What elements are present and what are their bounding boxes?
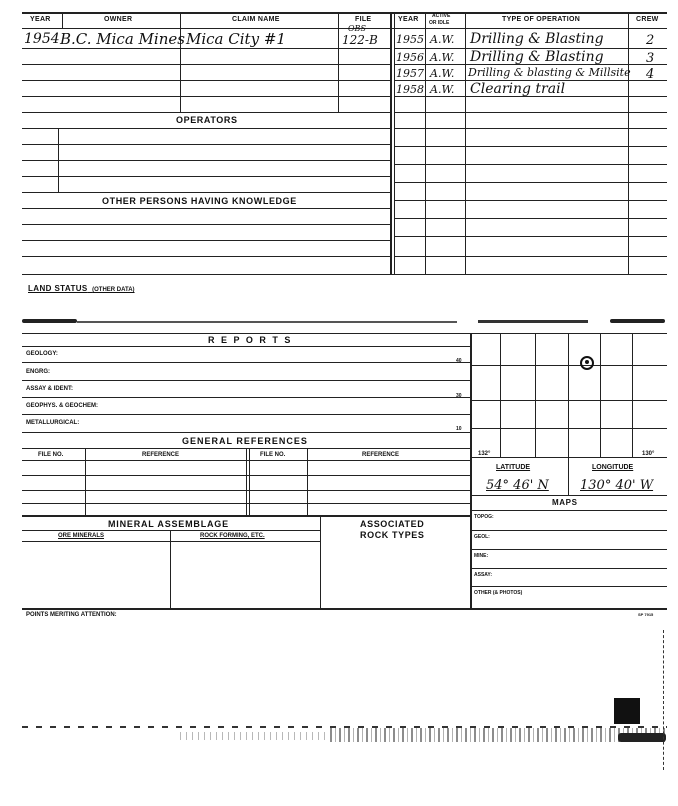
grid-line [535, 333, 536, 457]
op-status: A.W. [430, 51, 455, 64]
main-vertical-divider-2 [394, 12, 395, 274]
general-references-heading: GENERAL REFERENCES [182, 436, 308, 446]
metallurgical-label: METALLURGICAL: [26, 420, 80, 426]
form-code: SP 7915 [638, 612, 654, 617]
col-line [58, 128, 59, 192]
op-type: Clearing trail [470, 81, 566, 97]
op-crew: 3 [646, 51, 655, 66]
row-line [470, 586, 667, 587]
location-box-left [470, 333, 472, 608]
map-topog-label: TOPOG: [474, 514, 494, 520]
op-year: 1955 [396, 33, 424, 46]
op-year: 1956 [396, 51, 424, 64]
row-line [22, 397, 470, 398]
row-line [22, 414, 470, 415]
rock-forming-header: ROCK FORMING, ETC. [200, 533, 265, 539]
ore-minerals-header: ORE MINERALS [58, 533, 105, 539]
row-line [470, 495, 667, 496]
col-crew-header: CREW [636, 16, 659, 23]
row-line [22, 48, 390, 49]
associated-heading-1: ASSOCIATED [360, 519, 425, 529]
reports-heading: R E P O R T S [208, 335, 293, 345]
row-line [22, 144, 390, 145]
op-year: 1957 [396, 67, 424, 80]
row-line [22, 128, 390, 129]
engrg-label: ENGRG: [26, 369, 50, 375]
grid-line [470, 365, 667, 366]
col-line [568, 457, 569, 495]
geology-label: GEOLOGY: [26, 351, 58, 357]
right-edge-mark [663, 630, 664, 770]
col-type-operation-header: TYPE OF OPERATION [502, 16, 581, 23]
col-owner-header: OWNER [104, 16, 133, 23]
row-line [22, 333, 470, 334]
ref-file-no-header: FILE NO. [38, 452, 64, 458]
ref-file-no2-header: FILE NO. [260, 452, 286, 458]
row-line [22, 224, 390, 225]
col-year2-header: YEAR [398, 16, 419, 23]
owner-claim-sep [180, 12, 181, 112]
grid-line [470, 428, 667, 429]
grid-line [500, 333, 501, 457]
row-line [22, 192, 390, 193]
row-line [470, 530, 667, 531]
hdr-sep [62, 12, 63, 28]
op-type: Drilling & Blasting [470, 31, 604, 47]
map-assay-label: ASSAY: [474, 572, 493, 578]
col-active-header-1: ACTIVE [432, 13, 451, 19]
smudge-bar [478, 320, 588, 323]
smudge-bar [618, 733, 666, 742]
op-type: Drilling & Blasting [470, 49, 604, 65]
ref-reference2-header: REFERENCE [362, 452, 400, 458]
row-line [394, 218, 667, 219]
row-line [394, 236, 667, 237]
grid-line [470, 333, 667, 334]
col-year-header: YEAR [30, 16, 51, 23]
active-type-sep [465, 12, 466, 274]
row-line [394, 112, 667, 113]
row-line [394, 200, 667, 201]
row-line [22, 274, 667, 275]
land-status-heading [28, 278, 135, 296]
map-mine-label: MINE: [474, 553, 489, 559]
row-line [22, 240, 390, 241]
longitude-value: 130° 40' W [580, 478, 654, 493]
op-crew: 2 [646, 33, 655, 48]
row-line [22, 362, 470, 363]
row-line [470, 568, 667, 569]
col-line [170, 530, 171, 608]
type-crew-sep [628, 12, 629, 274]
scale-num-10: 10 [456, 426, 462, 432]
row-line [470, 510, 667, 511]
owner-entry-owner: B.C. Mica Mines [60, 30, 185, 48]
location-marker-dot [585, 360, 589, 364]
scale-num-30: 30 [456, 393, 462, 399]
land-status-label: LAND STATUS [28, 284, 88, 293]
op-type: Drilling & blasting & Millsite [468, 66, 631, 79]
row-line [22, 208, 390, 209]
row-line [22, 96, 390, 97]
row-line [22, 432, 470, 433]
mineral-assemblage-heading: MINERAL ASSEMBLAGE [108, 519, 229, 529]
longitude-label: LONGITUDE [592, 464, 634, 471]
latitude-label: LATITUDE [496, 464, 531, 471]
assay-ident-label: ASSAY & IDENT: [26, 386, 74, 392]
grid-left-degree: 132° [478, 451, 491, 457]
col-line [320, 515, 321, 608]
row-line [394, 128, 667, 129]
points-meriting-label: POINTS MERITING ATTENTION: [26, 612, 117, 618]
op-status: A.W. [430, 33, 455, 46]
grid-line [568, 333, 569, 457]
owner-entry-year: 1954 [24, 31, 60, 47]
row-line [22, 530, 320, 531]
op-status: A.W. [430, 83, 455, 96]
row-line [394, 256, 667, 257]
row-line [22, 380, 470, 381]
smudge-bar [77, 321, 457, 323]
top-border [22, 12, 667, 14]
grid-line [600, 333, 601, 457]
smudge-bar [610, 319, 665, 323]
scale-num-40: 40 [456, 358, 462, 364]
row-line [394, 146, 667, 147]
geophys-label: GEOPHYS. & GEOCHEM: [26, 403, 99, 409]
other-persons-heading: OTHER PERSONS HAVING KNOWLEDGE [102, 196, 297, 206]
grid-line [632, 333, 633, 457]
col-line [85, 448, 86, 515]
op-year: 1958 [396, 83, 424, 96]
op-crew: 4 [646, 67, 655, 82]
row-line [22, 112, 390, 113]
row-line [22, 80, 390, 81]
maps-heading: MAPS [552, 498, 578, 507]
row-line [22, 541, 320, 542]
main-vertical-divider [390, 12, 392, 274]
row-line [394, 182, 667, 183]
row-line [22, 256, 390, 257]
row-line [22, 160, 390, 161]
map-geol-label: GEOL: [474, 534, 490, 540]
map-other-label: OTHER (& PHOTOS) [474, 590, 523, 596]
smudge-bar [22, 319, 77, 323]
associated-heading-2: ROCK TYPES [360, 530, 425, 540]
header-bottom-line [22, 28, 667, 29]
row-line [394, 164, 667, 165]
row-line [470, 549, 667, 550]
col-active-header-2: OR IDLE [429, 20, 450, 26]
ref-reference-header: REFERENCE [142, 452, 180, 458]
corner-registration-mark [614, 698, 640, 724]
owner-entry-claim: Mica City #1 [186, 30, 286, 48]
col-line [249, 448, 250, 515]
row-line [22, 515, 470, 517]
land-status-sub: (OTHER DATA) [92, 287, 135, 293]
op-status: A.W. [430, 67, 455, 80]
scan-noise-band [330, 728, 667, 742]
col-file-header: FILE [355, 16, 372, 23]
col-claim-name-header: CLAIM NAME [232, 16, 280, 23]
col-line [307, 448, 308, 515]
claim-file-sep [338, 12, 339, 112]
row-line [22, 608, 667, 610]
owner-entry-file: 122-B [342, 33, 378, 47]
year-active-sep [425, 12, 426, 274]
row-line [22, 176, 390, 177]
scan-noise-band [180, 732, 330, 740]
latitude-value: 54° 46' N [486, 478, 549, 493]
row-line [22, 64, 390, 65]
grid-right-degree: 130° [642, 451, 655, 457]
row-line [22, 346, 470, 347]
operators-heading: OPERATORS [176, 115, 238, 125]
col-line [246, 448, 247, 515]
owner-entry-file-top: OBS [348, 24, 366, 33]
grid-line [470, 400, 667, 401]
